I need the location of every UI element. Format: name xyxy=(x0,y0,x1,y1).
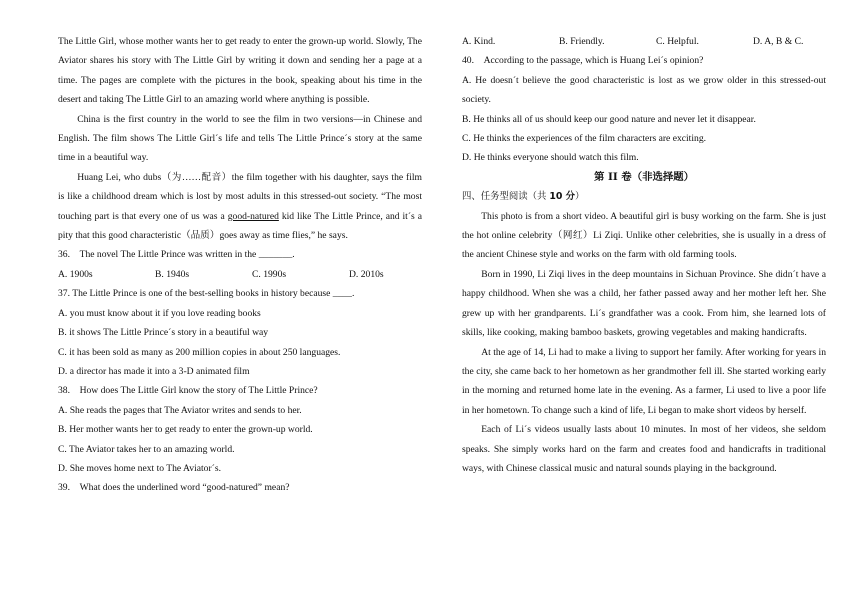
option-d: D. A, B & C. xyxy=(753,36,804,47)
passage-paragraph-1: The Little Girl, whose mother wants her to get ready to enter the grown-up world. Slowly, The Aviator shares his story with The Little Girl by writing it down and sending her a page at a time. The pages are complete with the pictures in the book, speaking about his time in the desert and taking The Little Girl to an amazing world where anything is possible. xyxy=(58,36,422,106)
question-37-option-a: A. you must know about it if you love reading books xyxy=(58,307,261,319)
option-a: A. Kind. xyxy=(462,36,496,47)
question-39: 39. What does the underlined word “good-natured” mean? xyxy=(58,482,290,494)
option-d: D. 2010s xyxy=(349,268,384,280)
passage-paragraph-3 xyxy=(58,168,422,246)
paragraph-3-part-b: kid like The Little Prince, and it´s a pity that this good characteristic（品质）goes away as time flies,” he says. xyxy=(58,210,422,242)
reading-paragraph-1: This photo is from a short video. A beautiful girl is busy working on the farm. She is just the hot online celebrity（网红）Li Ziqi. Unlike other celebrities, she is usually in a dress of the ancient Chinese style and works on the farm with old farming tools. xyxy=(462,210,826,261)
section-heading: 四、任务型阅读（共 10 分） xyxy=(462,191,585,203)
option-c: C. 1990s xyxy=(252,268,287,280)
question-36: 36. The novel The Little Prince was written in the _______. xyxy=(58,249,295,261)
right-column xyxy=(462,32,826,478)
paragraph-3-part-a: Huang Lei, who dubs（为……配音）the film together with his daughter, says the film is like a childhood dream which is lost by most adults in this stressed-out society. “The most touching part is that every one of us was a xyxy=(58,171,422,222)
option-a: A. 1900s xyxy=(58,268,93,280)
question-37: 37. The Little Prince is one of the best-selling books in history because ____. xyxy=(58,288,355,300)
question-39-options xyxy=(462,32,826,51)
question-40: 40. According to the passage, which is Huang Lei´s opinion? xyxy=(462,55,704,67)
question-36-options xyxy=(58,265,422,284)
option-c: C. Helpful. xyxy=(656,36,699,47)
question-38-option-c: C. The Aviator takes her to an amazing world. xyxy=(58,443,235,455)
question-37-option-c: C. it has been sold as many as 200 million copies in about 250 languages. xyxy=(58,346,341,358)
question-38-option-a: A. She reads the pages that The Aviator writes and sends to her. xyxy=(58,404,302,416)
option-b: B. 1940s xyxy=(155,268,190,280)
question-40-option-d: D. He thinks everyone should watch this film. xyxy=(462,152,639,164)
underlined-word: good-natured xyxy=(227,210,279,222)
reading-paragraph-2: Born in 1990, Li Ziqi lives in the deep mountains in Sichuan Province. She didn´t have a happy childhood. When she was a child, her father passed away and her mother left her. She grew up with her grandparents. Li´s grandfather was a cook. From him, she learned lots of skills, like cooking, making bamboo baskets, growing vegetables and making handicrafts. xyxy=(462,268,826,339)
question-37-option-b: B. it shows The Little Prince´s story in a beautiful way xyxy=(58,327,269,339)
option-b: B. Friendly. xyxy=(559,36,605,47)
section-title: 第 II 卷（非选择题） xyxy=(593,170,695,183)
question-40-option-c: C. He thinks the experiences of the film characters are exciting. xyxy=(462,133,707,145)
question-40-option-a: A. He doesn´t believe the good characteristic is lost as we grow older in this stressed-out society. xyxy=(462,74,826,106)
passage-paragraph-2: China is the first country in the world to see the film in two versions—in Chinese and English. The film shows The Little Girl´s life and tells The Little Prince´s story at the same time in a beautiful way. xyxy=(58,113,422,164)
question-38-option-b: B. Her mother wants her to get ready to enter the grown-up world. xyxy=(58,424,313,436)
reading-paragraph-3: At the age of 14, Li had to make a living to support her family. After working for years in the city, she came back to her hometown as her grandmother fell ill. She started working early in the morning and returned home late in the evening. As a farmer, Li used to live a poor life in her hometown. To change such a kind of life, Li began to make short videos by herself. xyxy=(462,346,826,416)
question-40-option-b: B. He thinks all of us should keep our good nature and never let it disappear. xyxy=(462,113,756,125)
question-38: 38. How does The Little Girl know the story of The Little Prince? xyxy=(58,385,318,397)
question-38-option-d: D. She moves home next to The Aviator´s. xyxy=(58,462,221,474)
question-37-option-d: D. a director has made it into a 3-D animated film xyxy=(58,365,250,377)
reading-paragraph-4: Each of Li´s videos usually lasts about 10 minutes. In most of her videos, she seldom speaks. She simply works hard on the farm and creates food and handicrafts in traditional ways, with Chinese classical music and natural sounds playing in the background. xyxy=(462,424,826,474)
left-column xyxy=(58,32,422,498)
